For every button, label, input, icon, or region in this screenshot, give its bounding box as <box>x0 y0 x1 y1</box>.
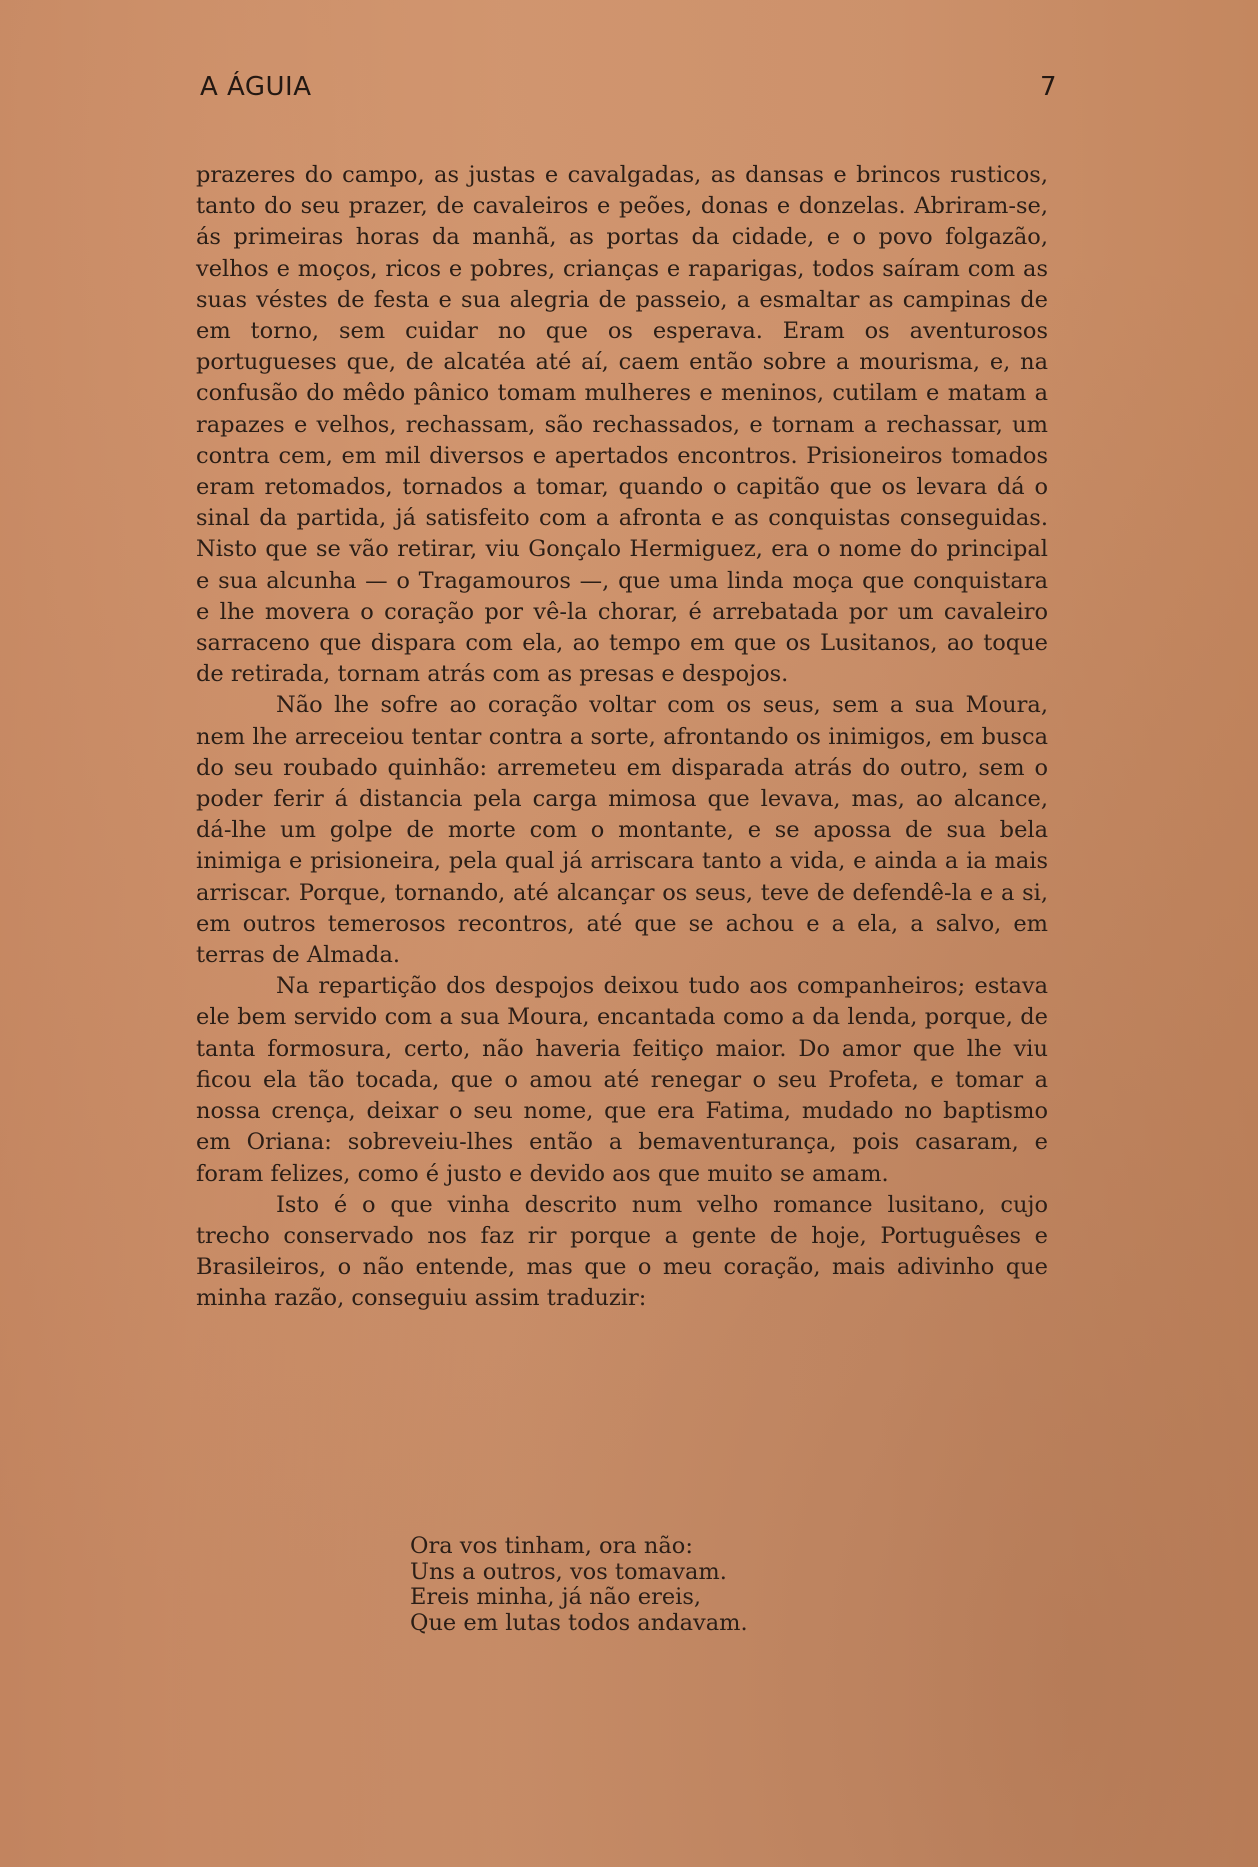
running-title: A ÁGUIA <box>200 72 312 102</box>
poem-line: Ereis minha, já não ereis, <box>410 1584 702 1610</box>
paragraph: prazeres do campo, as justas e cavalgadas, as dansas e brincos rusticos, tanto do seu prazer, de cavaleiros e peões, donas e donzelas. Abriram-se, ás primeiras horas da manhã, as portas da cidade, e o povo folgazão, velhos e moços, ricos e pobres, crianças e raparigas, todos saíram com as suas véstes de festa e sua alegria de passeio, a esmaltar as campinas de em torno, sem cuidar no que os esperava. Eram os aventurosos portugueses que, de alcatéa até aí, caem então sobre a mourisma, e, na confusão do mêdo pânico tomam mulheres e meninos, cutilam e matam a rapazes e velhos, rechassam, são rechassados, e tornam a rechassar, um contra cem, em mil diversos e apertados encontros. Prisioneiros tomados eram retomados, tornados a tomar, quando o capitão que os levara dá o sinal da partida, já satisfeito com a afronta e as conquistas conseguidas. Nisto que se vão retirar, viu Gonçalo Hermiguez, era o nome do principal e sua alcunha — o Tragamouros —, que uma linda moça que conquistara e lhe movera o coração por vê-la chorar, é arrebatada por um cavaleiro sarraceno que dispara com ela, ao tempo em que os Lusitanos, ao toque de retirada, tornam atrás com as presas e despojos. <box>196 162 1048 688</box>
body-text <box>196 160 1048 1315</box>
poem-line: Ora vos tinham, ora não: <box>410 1533 693 1559</box>
poem-line: Uns a outros, vos tomavam. <box>410 1558 727 1585</box>
paragraph: Na repartição dos despojos deixou tudo aos companheiros; estava ele bem servido com a sua Moura, encantada como a da lenda, porque, de tanta formosura, certo, não haveria feitiço maior. Do amor que lhe viu ficou ela tão tocada, que o amou até renegar o seu Profeta, e tomar a nossa crença, deixar o seu nome, que era Fatima, mudado no baptismo em Oriana: sobreveiu-lhes então a bemaventurança, pois casaram, e foram felizes, como é justo e devido aos que muito se amam. <box>196 973 1048 1187</box>
poem <box>410 1534 748 1636</box>
page-number: 7 <box>1040 72 1057 102</box>
paragraph: Não lhe sofre ao coração voltar com os seus, sem a sua Moura, nem lhe arreceiou tentar contra a sorte, afrontando os inimigos, em busca do seu roubado quinhão: arremeteu em disparada atrás do outro, sem o poder ferir á distancia pela carga mimosa que levava, mas, ao alcance, dá-lhe um golpe de morte com o montante, e se apossa de sua bela inimiga e prisioneira, pela qual já arriscara tanto a vida, e ainda a ia mais arriscar. Porque, tornando, até alcançar os seus, teve de defendê-la e a si, em outros temerosos recontros, até que se achou e a ela, a salvo, em terras de Almada. <box>196 692 1048 969</box>
poem-line: Que em lutas todos andavam. <box>410 1609 748 1636</box>
paragraph: Isto é o que vinha descrito num velho romance lusitano, cujo trecho conservado nos faz rir porque a gente de hoje, Portuguêses e Brasileiros, o não entende, mas que o meu coração, mais adivinho que minha razão, conseguiu assim traduzir: <box>196 1191 1048 1312</box>
